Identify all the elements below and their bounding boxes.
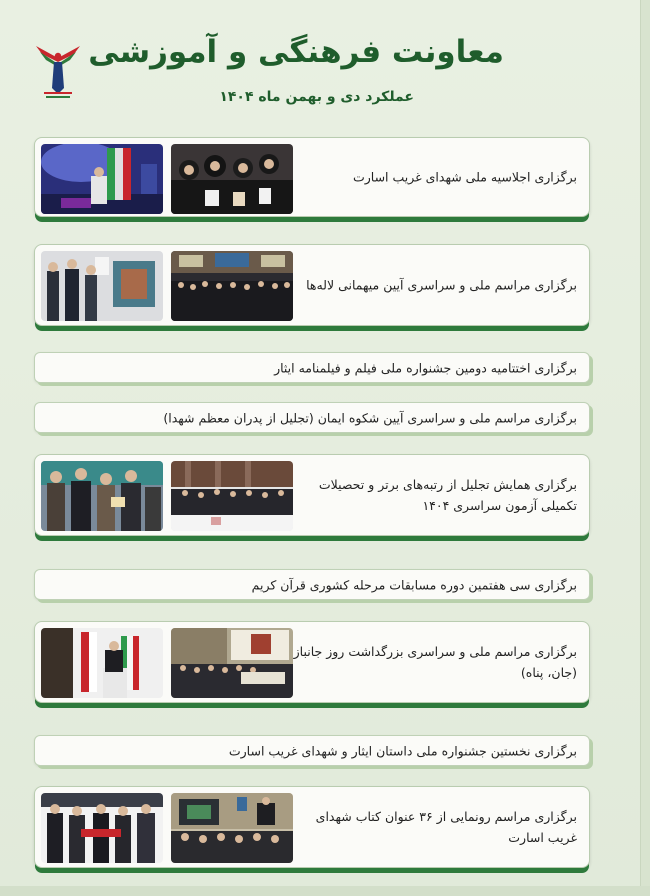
event-photo [171, 144, 293, 214]
activity-strip [34, 735, 590, 766]
page-edge-right [640, 0, 650, 896]
activity-text: برگزاری اجلاسیه ملی شهدای غریب اسارت [352, 169, 577, 185]
activity-card [34, 244, 590, 326]
page-edge-bottom [0, 886, 650, 896]
page-subtitle: عملکرد دی و بهمن ماه ۱۴۰۴ [219, 89, 414, 105]
event-photo [171, 628, 293, 698]
activity-text: برگزاری سی هفتمین دوره مسابقات مرحله کشوری قرآن کریم [251, 577, 577, 592]
event-photo [41, 628, 163, 698]
event-photo [171, 461, 293, 531]
activity-strip [34, 402, 590, 433]
event-photo [41, 461, 163, 531]
activity-strip [34, 352, 590, 383]
event-photo [41, 793, 163, 863]
activity-text: برگزاری مراسم رونمایی از ۳۶ عنوان کتاب شهدای غریب اسارت [315, 809, 577, 845]
activity-card [34, 621, 590, 703]
page-title: معاونت فرهنگی و آموزشی [88, 34, 504, 70]
activity-card [34, 454, 590, 536]
event-photo [41, 144, 163, 214]
event-photo [41, 251, 163, 321]
event-photo [171, 251, 293, 321]
event-photo [171, 793, 293, 863]
activity-text: برگزاری اختتامیه دومین جشنواره ملی فیلم و فیلمنامه ایثار [274, 360, 577, 375]
activity-text: برگزاری مراسم ملی و سراسری آیین میهمانی لاله‌ها [306, 277, 577, 293]
foundation-logo-icon [30, 36, 86, 102]
activity-text: برگزاری مراسم ملی و سراسری آیین شکوه ایمان (تجلیل از پدران معظم شهدا) [163, 410, 577, 425]
activity-card [34, 786, 590, 868]
activity-card [34, 137, 590, 217]
activity-text: برگزاری نخستین جشنواره ملی داستان ایثار و شهدای غریب اسارت [228, 743, 577, 758]
activity-text: برگزاری مراسم ملی و سراسری بزرگداشت روز جانباز (جان، پناه) [293, 644, 577, 680]
activity-strip [34, 569, 590, 600]
activity-text: برگزاری همایش تجلیل از رتبه‌های برتر و تحصیلات تکمیلی آزمون سراسری ۱۴۰۴ [318, 477, 577, 513]
